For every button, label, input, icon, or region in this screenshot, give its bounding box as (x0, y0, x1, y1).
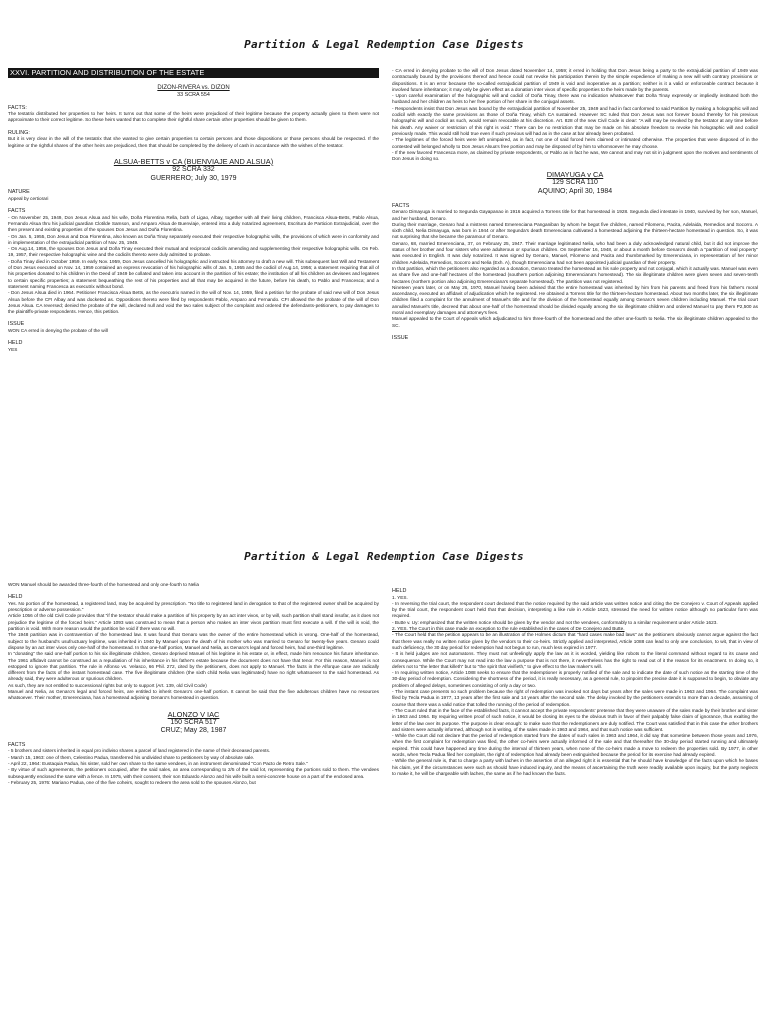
facts-paragraph: - By virtue of such agreements, the petitioners occupied, after the said sales, an area corresponding to 2/5 of the said lot, representing the portions sold to them. The vendees subsequently enclosed the same with a fence. In 1975, with their consent, their son Eduardo Alonzo and his wife built a semi-concrete house on a part of the enclosed area. (8, 767, 379, 779)
held-label: HELD (8, 594, 23, 601)
held-label: HELD (392, 588, 407, 594)
held-paragraph: - Butte v. Uy: emphasized that the written notice should be given by the vendor and not the vendees, conformably to a similar requirement under Article 1623. (392, 619, 718, 625)
ratio-paragraph: - The legitimes of the forced heirs were left unimpaired, as in fact, not one of said forced heirs claimed or intimated otherwise. The properties that were disposed of in the contested will belonged wholly to Don Jesus Alsua's free portion and may be disposed of by him to whomsoever he may choose. (392, 137, 758, 149)
nature-text: Appeal by certiorari (8, 195, 49, 201)
held-paragraph: - The instant case presents no such problem because the right of redemption was invoked not days but years after the sales were made in 1963 and 1964. The complaint was filed by Tecla Padua in 1977, 13 years after the first sale and 14 years after the second sale. The delay invoked by the petitioners extends to more than a decade, assuming of course that there was a valid notice that tolled the running of the period of redemption. (392, 689, 758, 707)
held-paragraph: Article 1056 of the old Civil Code provides that "if the testator should make a partition of his property by an act inter vivos, or by will, such partition shall stand insofar, as it does not prejudice the legitime of the forced heirs." Article 1093 was construed to mean that a person who makes an inter vivos partition must first execute a will. If the will is void, the partition is void. With more reason would the partition be void if there was no will. (8, 613, 379, 632)
ratio-paragraph: - Upon careful examination of the holographic will and codicil of Doña Tinay, there was no indication whatsoever that Doña Tinay expressly or impliedly instituted both the husband and her children as heirs to her free portion of her share in the conjugal assets. (392, 93, 758, 105)
case-ponente-alonzo: CRUZ; May 28, 1987 (160, 727, 227, 735)
held-paragraph: - While the Court did not declare that the period of redemption started from the dates of such sales in 1963 and 1964, it did say that sometime between those years and 1976, when the first complaint for redemption was filed, the other co-heirs were actually informed of the sale and that thereafter the 30-day period started running and ultimately expired. This could have happened any time during the interval of thirteen years, when none of the co-heirs made a move to redeem the properties sold. By 1977, in other words, when Tecla Padua filed her complaint, the right of redemption had already been extinguished because the period for its exercise had already expired. (392, 733, 758, 758)
issue-text: WON Manuel should be awarded three-fourth of the homestead and only one-fourth to Nelia (8, 582, 199, 587)
held-number: 1. YES. (392, 594, 408, 600)
held-paragraph: - While the general rule is, that to charge a party with laches in the assertion of an alleged right it is essential that he should have knowledge of the facts upon which he bases his claim, yet if the circumstances were such as should have induced inquiry, and the means of ascertaining the truth were readily available upon inquiry, but the party neglects to make it, he will be chargeable with laches, the same as if he had known the facts. (392, 758, 758, 776)
left-column (8, 582, 379, 1024)
case-cite-alsua: 92 SCRA 332 (172, 165, 215, 173)
page-title: Partition & Legal Redemption Case Digests (244, 38, 524, 51)
facts-paragraph: - 5 brothers and sisters inherited in equal pro indiviso shares a parcel of land registered in the name of their deceased parents. (8, 748, 271, 754)
facts-paragraph: Manuel appealed to the Court of Appeals which adjudicated to him three-fourth of the homestead and the other one-fourth to Nelia. The six illegitimate children appealed to the SC. (392, 316, 758, 328)
nature-label: NATURE (8, 189, 30, 196)
ruling-label: RULING: (8, 129, 30, 136)
case-cite-alonzo: 150 SCRA 517 (170, 718, 217, 726)
facts-paragraph: - Doña Tinay died in October 1959. In early Nov. 1959, Don Jesus cancelled his holographic and instructed his attorney to draft a new will. This subsequent last Will and Testament of Don Jesus executed on Nov. 14, 1959 contained an express revocation of his holographic wills of Jan. 5, 1955 and the codicil of Aug.14, 1956; a statement requiring that all of his properties donated to his children in the Deed of 1949 be collated and taken into account in the partition of his estate; the institution of all his children as devisees and legatees to certain specific properties; a statement bequeathing the rest of his properties and all that may be acquired in the future, before his death, to Pablo and Francesca; and a statement naming Francesca as executrix without bond. (8, 258, 379, 289)
ruling-text: But it is very clear in the will of the testatrix that she wanted to give certain properties to certain persons and those dispositions or those persons should be respected. If the legitime or the rightful shares of the other heirs are prejudiced, then that should be completed by the delivery of cash in accordance with the wishes of the testator. (8, 136, 379, 148)
held-label: HELD (8, 340, 23, 347)
facts-text: The testatrix distributed her properties to her heirs. It turns out that some of the heirs were prejudiced of their legitime because the property actually given to them were not approximate to their correct legitime. So these heirs wanted that to complete their rightful share certain other properties should be given to them. (8, 111, 379, 123)
held-paragraph: - It is held judges are not automatons. They must not unfeelingly apply the law as it is worded, yielding like robots to the literal command without regard to its cause and consequence. While the Court may not read into the law a purpose that is not there, it nevertheless has the right to read out of it the reason for its enactment. In doing so, it defers not to "the letter that killeth" but to "the spirit that vivifieth," to give effect to the law maker's will. (392, 651, 758, 669)
held-paragraph: - The Court ruled that in the face of the established facts, it cannot accept the private respondents' pretense that they were unaware of the sales made by their brother and sister in 1963 and 1964. By requiring written proof of such notice, it would be closing its eyes to the obvious truth in favor of their palpably false claim of ignorance, thus exalting the letter of the law over its purpose. The purpose is clear enough: to make sure that the redemptioners are duly notified. The Court was satisfied that in this case the other brothers and sisters were actually informed, although not in writing, of the sales made in 1963 and 1964, and that such notice was sufficient. (392, 707, 758, 732)
facts-paragraph: - On Jan. 5, 1955, Don Jesus and Doa Florentina, also known as Doña Tinay separately executed their respective holographic wills, the provisions of which were in conformity and in implementation of the extrajudicial partition of Nov. 25, 1949. (8, 233, 379, 245)
held-paragraph: - The Court held that the petition appears to be an illustration of the Holmes dictum that "hard cases make bad laws" as the petitioners obviously cannot argue against the fact that there was really no written notice given by the vendors to their co-heirs. Strictly applied and interpreted, Article 1088 can lead to only one conclusion, to wit, that in view of such deficiency, the 30 day period for redemption had not begun to run, much less expired in 1977. (392, 632, 758, 650)
issue-label: ISSUE (8, 321, 25, 328)
facts-paragraph: - On November 25, 1949, Don Jesus Alsua and his wife, Doña Florentina Rella, both of Ligao, Albay, together with all their living children, Francisca Alsua-Betts, Pablo Alsua, Fernando Alsua thru his judicial guardian Clotilde Samson, and Amparo Alsua de Buenviaje, entered into a duly notarized agreement, Escritura de Particion Extrajudicial, over the then present and existing properties of the spouses Don Jesus and Doña Florentina. (8, 214, 379, 233)
case-cite-dimayuga: 129 SCRA 110 (552, 179, 598, 187)
left-column (8, 68, 379, 508)
facts-paragraph: - April 22, 1964: Eustaquia Padua, his sister, sold her own share to the same vendees, in an instrument denominated "Con Pacto de Retro Sale." (8, 761, 308, 767)
case-ponente-alsua: GUERRERO; July 30, 1979 (150, 174, 237, 182)
case-title-alonzo: ALONZO V IAC (167, 709, 220, 719)
facts-paragraph: During their marriage, Genaro had a mistress named Emerenciana Panganiban by whom he begot five children, named Filomeno, Pacita, Adelaida, Remedios and Socorro. A sixth child, Nelia Dimayuga, was born in 1944 or after Segunda's death Emerenciana cultivated a homestead adjoining the thirteen-hectare homestead in question. So, it was not surprising that she became the paramour of Genaro. (392, 221, 758, 240)
facts-paragraph: - March 15, 1963: one of them, Celestino Padua, transferred his undivided share to petitioners by way of absolute sale. (8, 754, 255, 760)
ratio-paragraph: - Respondents insist that Don Jesus was bound by the extrajudicial partition of November 25, 1949 and had in fact conformed to said Partition by making a holographic will and codicil with exactly the same provisions as those of Doña Tinay, which CA sustained. However SC ruled that Don Jesus was not forever bound thereby for his previous holographic will and codicil as such, would remain revocable at his discretion. Art. 828 of the new Civil Code is clear: "A will may be revoked by the testator at any time before his death. Any waiver or restriction of this right is void." There can be no restriction that may be made on his absolute freedom to revoke his holographic will and codicil previously made. This would still hold true even if such previous will had as in the case at bar already been probated. (392, 105, 758, 136)
page-title: Partition & Legal Redemption Case Digests (244, 550, 524, 563)
facts-paragraph: In that partition, which the petitioners also regarded as a donation, Genaro treated the homestead as his sole property and not conjugal, which it actually was. Manuel was even as share five and one-half hectares of the homestead (southern portion adjoining Emerenciana's homestead). The six illegitimate children were given seven and seven-tenth hectares (northern portion also adjoining Emerenciana's separate homestead). The partition was not registered. (392, 265, 758, 284)
ratio-paragraph: - CA erred in denying probate to the will of Don Jesus dated November 14, 1959; it erred in holding that Don Jesus being a party to the extrajudicial partition of 1949 was contractually bound by the provisions thereof and hence could not revoke his participation therein by the simple expedience of making a new will with contrary provisions or dispositions. It is an error because the so-called extrajudicial partition of 1949 is void and inoperative as a partition; neither is it a valid or enforceable contract because it involved future inheritance; it may only be given effect as a donation inter vivos of specific properties to the heirs made by the parents. (392, 68, 758, 92)
case-title-dizon: DIZON-RIVERA vs. DIZON (157, 85, 230, 91)
case-title-dimayuga: DIMAYUGA v CA (546, 170, 604, 180)
ratio-paragraph: - If the new favored Francesca more, as claimed by private respondents, or Pablo as in fact he was, We cannot and may not sit in judgment upon the motives and sentiments of Don Jesus in doing so. (392, 149, 758, 162)
held-paragraph: The 1948 partition was in contravention of the homestead law. It was found that Genaro was the owner of the entire homestead which is wrong. One-half of the homestead, subject to the husband's usufructuary legitime, was inherited in 1940 by Manuel upon the death of his mother who was married to Genaro for twenty-five years. Genaro could dispose by an act inter vivos only one-half of the homestead. In that one-half portion, Manuel and Nelia, as Genaro's legal and forced heirs, had one-third legitime. (8, 632, 379, 650)
facts-paragraph: Genaro Dimayuga is married to Segunda Gayapanao in 1916 acquired a Torrens title for that homestead in 1928. Segunda died intestate in 1940, survived by her son, Manuel, and her husband, Genaro. (392, 209, 758, 221)
right-column (392, 582, 758, 1024)
issue-label: ISSUE (392, 334, 409, 341)
facts-paragraph: Genaro, 68, married Emerenciana, 37, on February 25, 1947. Their marriage legitimated Nelia, who had been a duly acknowledged natural child, but it did not improve the status of her brother and four sisters who were adulterous or spurious children. On September 16, 1948, or about a month before Genaro's death a "partition of real property" was executed in English. It was duly notarized. It was signed by Genaro, Manuel, Filomeno and Pacita and thumbmarked by Emerenciana, in representation of her minor children Adelaida, Remedios, Socorro and Nelia (Exh. A), though Emerenciana had not been appointed judicial guardian of their property. (392, 240, 758, 265)
section-banner: XXVI. PARTITION AND DISTRIBUTION OF THE ESTATE (8, 68, 379, 78)
facts-paragraph: - Don Jesus Alsua died in 1964. Petitioner Francisca Alsua Betts, as the executrix named in the will of Nov. 14, 1959, filed a petition for the probate of said new will of Don Jesus Alsua before the CFI Albay and was docketed as. Oppositions thereto were filed by respondents Pablo, Amparo and Fernando. CFI allowed the the probate of the will of Don Jesus Alsua. CA reversed; denied the probate of the will, declared null and void the two sales subject of the complaint and ordered the defendants-petitioners, to pay damages to the plaintiffs-private respondents. Hence, this petition. (8, 290, 379, 315)
held-paragraph: Manuel and Nelia, as Genaro's legal and forced heirs, are entitled to inherit Genaro's one-half portion. It cannot be said that the five adulterous children have no resources whatsoever. Their mother, Emerenciana, has a homestead adjoining Genaro's homestead in question. (8, 689, 379, 701)
case-ponente-dimayuga: AQUINO; April 30, 1984 (537, 188, 613, 196)
right-column (392, 68, 758, 508)
held-paragraph: Yes. No portion of the homestead, a registered land, may be acquired by prescription. "No title to registered land in derogation to that of the registered owner shall be acquired by prescription or adverse possession." (8, 600, 379, 613)
document-page-2 (0, 512, 768, 1024)
facts-label: FACTS (8, 741, 26, 748)
held-paragraph: As such, they are not entitled to successional rights but only to support (Art. 139, old Civil Code) (8, 682, 207, 688)
facts-paragraph: - On Aug.14, 1956, the spouses Don Jesus and Doña Tinay executed their mutual and reciprocal codicils amending and supplementing their respective holographic wills. On Feb. 19, 1957, their respective holographic wine and the codicils thereto were duly admitted to probate. (8, 246, 379, 258)
held-paragraph: In "donating" the said one-half portion to his six illegitimate children, Genaro deprived Manuel of his legitime in his estate or, in effect, made him renounce his future inheritance. The 1961 affidavit cannot be construed as a repudiation of his inheritance in his father's estate because the document does not have that tenor. For this reason, Manuel is not estopped to ignore that partition. The rule in Alfonso vs. Velasco, 66 Phil. 272, cited by the petitioners, does not apply to Manuel. The facts in the Alforque case are radically different from the facts of the instant homestead case. The five illegitimate children (the sixth child Nelia was legitimated) have no right whatsoever to the said homestead. As already said, they were adulterous or spurious children. (8, 651, 379, 682)
facts-label: FACTS (392, 202, 410, 209)
held-paragraph: - In requiring written notice, Article 1088 seeks to ensure that the redemptioner is properly notified of the sale and to indicate the date of such notice as the starting time of the 30-day period of redemption. Considering the shortness of the period, it is really necessary, as a general rule, to pinpoint the precise date it is supposed to begin, to obviate any problem of alleged delays, sometimes consisting of only a day or two. (392, 670, 758, 688)
held-paragraph: 2. YES. The Court in this case made an exception to the rule established in the cases of De Conejero and Butte. (392, 626, 625, 632)
facts-label: FACTS (8, 208, 26, 215)
facts-paragraph: Nineteen years later, or on May 26, 1970, Manuel having been advised that the entire homestead was inherited by him from his parents and freed from his father's moral ascendancy, executed an affidavit of adjudication which he registered. He obtained a Torrens title for the thirteen-hectare homestead. About two months later, the six illegitimate children filed a complaint for the annulment of Manuel's title and for the division of the homestead equally among Genaro's seven children including Manuel. The trial court annulled Manuel's title, decreed that about one-half of the homestead should be divided equally among the six illegitimate children and ordered Manuel to pay them P2,500 as moral and exemplary damages and attorney's fees. (392, 284, 758, 315)
case-title-alsua: ALSUA-BETTS v CA (BUENVIAJE AND ALSUA) (113, 156, 274, 166)
facts-paragraph: - February 25, 1976: Mariano Padua, one of the five coheirs, sought to redeem the area sold to the spouses Alonzo, but (8, 779, 256, 785)
issue-text: WON CA erred in denying the probate of the will (8, 327, 108, 333)
held-paragraph: - In reversing the trial court, the respondent court declared that the notice required by the said article was written notice and citing the De Conejero v. Court of Appeals applied by the trial court, the respondent court held that that decision, interpreting a like rule in Article 1623, stressed the need for written notice although no particular form was required. (392, 600, 758, 619)
held-text: YES (8, 346, 18, 352)
case-cite-dizon: 33 SCRA 554 (177, 92, 210, 98)
facts-label: FACTS: (8, 104, 27, 111)
